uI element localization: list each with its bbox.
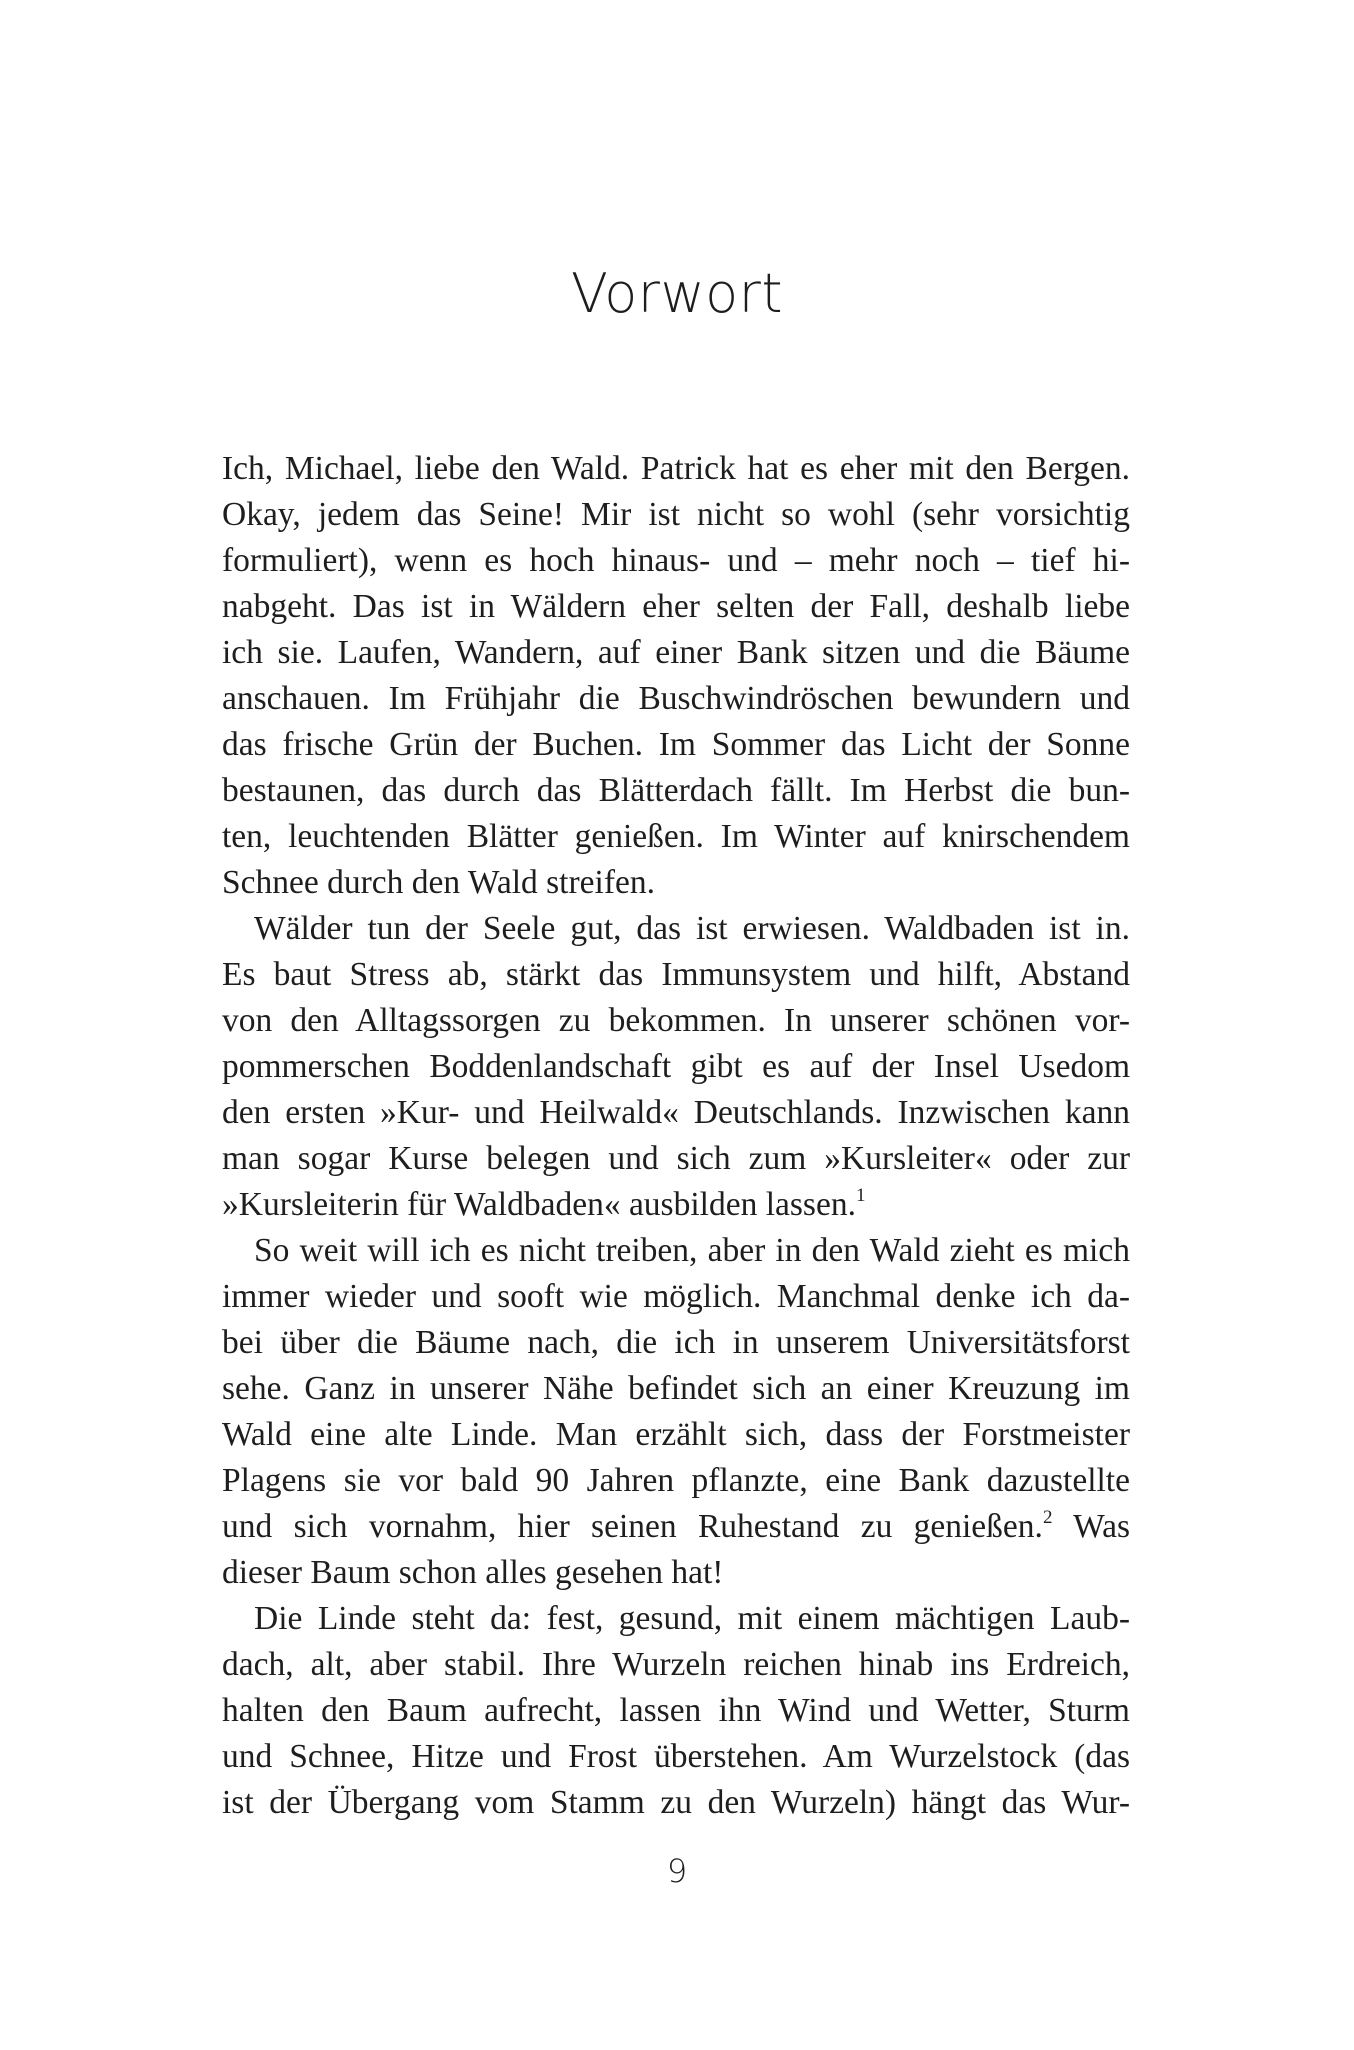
text-line: Ich, Michael, liebe den Wald. Patrick hat es eher mit den Bergen. bbox=[222, 450, 1130, 487]
text-line: Schnee durch den Wald streifen. bbox=[222, 864, 655, 901]
body-text bbox=[222, 446, 1130, 1826]
text-line: Es baut Stress ab, stärkt das Immunsystem und hilft, Abstand bbox=[222, 956, 1130, 993]
text-segment: Was bbox=[1052, 1508, 1130, 1545]
chapter-title: Vorwort bbox=[570, 262, 784, 325]
text-line: Wälder tun der Seele gut, das ist erwiesen. Waldbaden ist in. bbox=[254, 910, 1130, 947]
text-line: bei über die Bäume nach, die ich in unserem Universitätsforst bbox=[222, 1324, 1130, 1361]
text-line-with-footnote bbox=[222, 1182, 1130, 1228]
text-segment: »Kursleiterin für Waldbaden« ausbilden lassen. bbox=[222, 1186, 856, 1223]
text-line: So weit will ich es nicht treiben, aber in den Wald zieht es mich bbox=[254, 1232, 1130, 1269]
text-line: und Schnee, Hitze und Frost überstehen. Am Wurzelstock (das bbox=[222, 1738, 1130, 1775]
text-line: immer wieder und sooft wie möglich. Manchmal denke ich da- bbox=[222, 1278, 1130, 1315]
text-line: das frische Grün der Buchen. Im Sommer das Licht der Sonne bbox=[222, 726, 1130, 763]
text-line: Die Linde steht da: fest, gesund, mit einem mächtigen Laub- bbox=[254, 1600, 1130, 1637]
text-line: Wald eine alte Linde. Man erzählt sich, dass der Forstmeister bbox=[222, 1416, 1130, 1453]
text-line: Plagens sie vor bald 90 Jahren pflanzte, eine Bank dazustellte bbox=[222, 1462, 1130, 1499]
text-line: formuliert), wenn es hoch hinaus- und – mehr noch – tief hi- bbox=[222, 542, 1130, 579]
footnote-marker[interactable]: 2 bbox=[1042, 1507, 1053, 1528]
footnote-marker[interactable]: 1 bbox=[855, 1185, 866, 1206]
text-line: bestaunen, das durch das Blätterdach fällt. Im Herbst die bun- bbox=[222, 772, 1130, 809]
text-line: ich sie. Laufen, Wandern, auf einer Bank sitzen und die Bäume bbox=[222, 634, 1130, 671]
text-segment: und sich vornahm, hier seinen Ruhestand zu genießen. bbox=[222, 1508, 1043, 1545]
paragraph-1 bbox=[222, 446, 1130, 906]
text-line: anschauen. Im Frühjahr die Buschwindröschen bewundern und bbox=[222, 680, 1130, 717]
text-line: dach, alt, aber stabil. Ihre Wurzeln reichen hinab ins Erdreich, bbox=[222, 1646, 1130, 1683]
text-line: von den Alltagssorgen zu bekommen. In unserer schönen vor- bbox=[222, 1002, 1130, 1039]
text-line: halten den Baum aufrecht, lassen ihn Wind und Wetter, Sturm bbox=[222, 1692, 1130, 1729]
text-line-with-footnote bbox=[222, 1504, 1130, 1550]
text-line: ten, leuchtenden Blätter genießen. Im Winter auf knirschendem bbox=[222, 818, 1130, 855]
page-number: 9 bbox=[666, 1852, 688, 1890]
paragraph-2 bbox=[222, 906, 1130, 1228]
text-line: den ersten »Kur- und Heilwald« Deutschlands. Inzwischen kann bbox=[222, 1094, 1130, 1131]
paragraph-3 bbox=[222, 1228, 1130, 1596]
text-line: pommerschen Boddenlandschaft gibt es auf der Insel Usedom bbox=[222, 1048, 1130, 1085]
text-line: dieser Baum schon alles gesehen hat! bbox=[222, 1554, 724, 1591]
text-line: man sogar Kurse belegen und sich zum »Kursleiter« oder zur bbox=[222, 1140, 1130, 1177]
text-line: Okay, jedem das Seine! Mir ist nicht so wohl (sehr vorsichtig bbox=[222, 496, 1130, 533]
text-line: sehe. Ganz in unserer Nähe befindet sich an einer Kreuzung im bbox=[222, 1370, 1130, 1407]
paragraph-4 bbox=[222, 1596, 1130, 1826]
text-line: nabgeht. Das ist in Wäldern eher selten der Fall, deshalb liebe bbox=[222, 588, 1130, 625]
text-line: ist der Übergang vom Stamm zu den Wurzeln) hängt das Wur- bbox=[222, 1784, 1130, 1821]
